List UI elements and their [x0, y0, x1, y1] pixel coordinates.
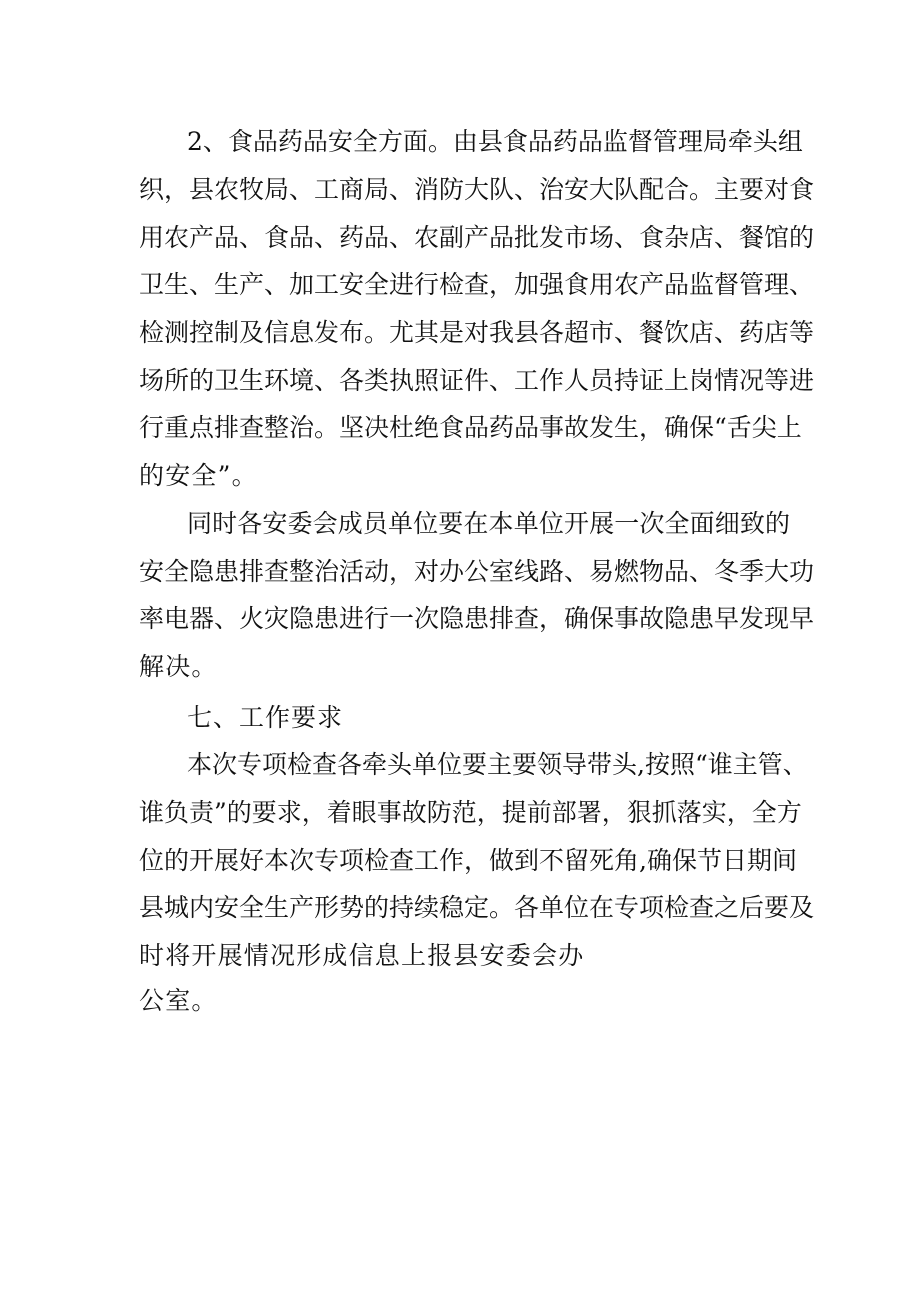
- paragraph-members-line-4: 解决。: [139, 652, 218, 681]
- paragraph-requirements-line-4: 县城内安全生产形势的持续稳定。各单位在专项检查之后要及: [139, 893, 815, 922]
- paragraph-requirements-line-6: 公室。: [139, 986, 218, 1015]
- paragraph-requirements-line-2: 谁负责”的要求，着眼事故防范，提前部署，狠抓落实，全方: [139, 798, 802, 827]
- paragraph-requirements-line-3: 位的开展好本次专项检查工作，做到不留死角,确保节日期间: [139, 846, 797, 875]
- paragraph-food-safety-line-3: 用农产品、食品、药品、农副产品批发市场、食杂店、餐馆的: [139, 223, 815, 252]
- paragraph-food-safety-line-8: 的安全”。: [139, 461, 258, 490]
- paragraph-food-safety-line-1: 2、食品药品安全方面。由县食品药品监督管理局牵头组: [187, 127, 803, 156]
- paragraph-requirements-line-1: 本次专项检查各牵头单位要主要领导带头,按照“谁主管、: [187, 750, 808, 779]
- paragraph-food-safety-line-4: 卫生、生产、加工安全进行检查，加强食用农产品监督管理、: [139, 270, 815, 299]
- section-heading: 七、工作要求: [187, 703, 344, 732]
- paragraph-food-safety-line-5: 检测控制及信息发布。尤其是对我县各超市、餐饮店、药店等: [139, 318, 815, 347]
- paragraph-food-safety-line-6: 场所的卫生环境、各类执照证件、工作人员持证上岗情况等进: [139, 366, 815, 395]
- paragraph-food-safety-line-7: 行重点排查整治。坚决杜绝食品药品事故发生，确保“舌尖上: [139, 413, 802, 442]
- paragraph-members-line-1: 同时各安委会成员单位要在本单位开展一次全面细致的: [187, 509, 790, 538]
- paragraph-members-line-3: 率电器、火灾隐患进行一次隐患排查，确保事故隐患早发现早: [139, 604, 815, 633]
- paragraph-food-safety-line-2: 织，县农牧局、工商局、消防大队、治安大队配合。主要对食: [139, 175, 815, 204]
- paragraph-requirements-line-5: 时将开展情况形成信息上报县安委会办: [139, 941, 585, 970]
- paragraph-members-line-2: 安全隐患排查整治活动，对办公室线路、易燃物品、冬季大功: [139, 557, 815, 586]
